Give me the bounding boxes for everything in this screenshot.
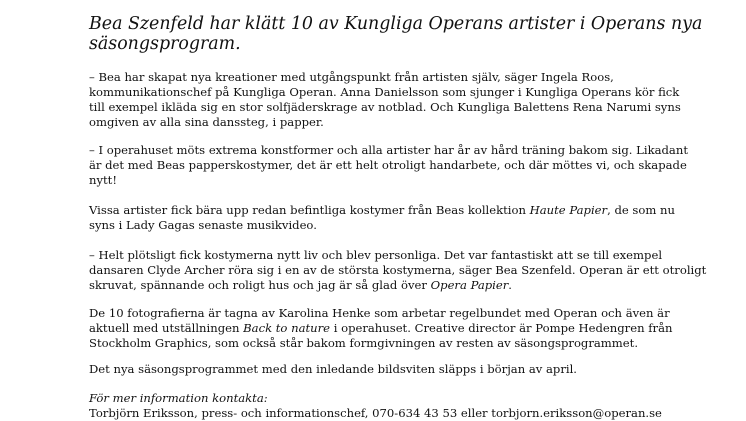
text-line: till exempel iklädа sig en stor solfjäderskrage av notblad. Och Kungliga Balettens Rena Narumi syns [89,100,681,114]
text-line: Det nya säsongsprogrammet med den inledande bildsviten släpps i början av april. [89,362,577,376]
collection-title: Haute Papier [529,203,608,217]
text-line [89,321,689,336]
paragraph-haute-papier [89,203,689,233]
paragraph-bea-szenfeld-quote [89,248,707,293]
text-run: aktuell med utställningen [89,321,244,335]
text-line: kommunikationschef på Kungliga Operan. Anna Danielsson som sjunger i Kungliga Operans kör fick [89,85,680,99]
text-line: Stockholm Graphics, som också står bakom formgivningen av resten av säsongsprogrammet. [89,336,639,350]
text-line [89,203,689,218]
text-line: De 10 fotografierna är tagna av Karolina Henke som arbetar regelbundet med Operan och även är [89,306,670,320]
lead-heading: Bea Szenfeld har klätt 10 av Kungliga Operans artister i Operans nya säsongsprogram. [89,14,703,54]
contact-label: För mer information kontakta: [89,391,268,405]
text-line [89,278,689,293]
exhibition-title: Back to nature [243,321,331,335]
text-run: Vissa artister fick bära upp redan befintliga kostymer från Beas kollektion [89,203,530,217]
text-line: – Helt plötsligt fick kostymerna nytt liv och blev personliga. Det var fantastiskt att se till exempel [89,248,663,262]
text-run: i operahuset. Creative director är Pompe Hedengren från [330,321,673,335]
contact-person: Torbjörn Eriksson, press- och informationschef, 070-634 43 53 eller torbjorn.eriksson@operan.se [89,406,662,420]
text-line: dansaren Clyde Archer röra sig i en av de största kostymerna, säger Bea Szenfeld. Operan är ett otroligt [89,263,707,277]
text-line: omgiven av alla sina danssteg, i papper. [89,115,324,129]
text-line: nytt! [89,173,117,187]
text-run: . [508,278,512,292]
text-line: syns i Lady Gagas senaste musikvideo. [89,218,317,232]
project-title: Opera Papier [430,278,509,292]
paragraph-photographer [89,306,689,351]
paragraph-art-forms-quote [89,143,689,188]
text-line: – I operahuset möts extrema konstformer och alla artister har år av hård träning bakom sig. Likadant [89,143,688,157]
text-run: skruvat, spännande och roligt hus och jag är så glad över [89,278,431,292]
contact-section [89,391,689,421]
text-line: – Bea har skapat nya kreationer med utgångspunkt från artisten själv, säger Ingela Roos, [89,70,614,84]
text-run: , de som nu [607,203,675,217]
text-line: är det med Beas papperskostymer, det är ett helt otroligt handarbete, och där möttes vi, och skapade [89,158,687,172]
paragraph-release-date [89,362,689,377]
paragraph-ingela-roos-quote [89,70,689,130]
